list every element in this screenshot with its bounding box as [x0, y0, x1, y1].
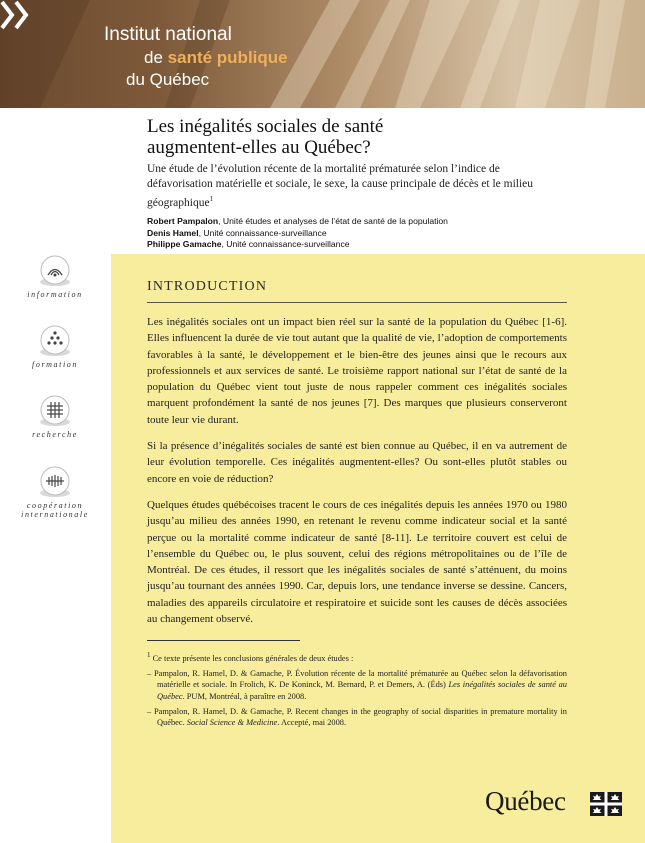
sidebar-label: coopération [26, 501, 84, 510]
reference-text: . PUM, Montréal, à paraître en 2008. [182, 691, 307, 701]
institute-line2-bold: santé publique [167, 48, 288, 67]
reference-text: – Pampalon, R. Hamel, D. & Gamache, P. Évolution récente de la mortalité prématurée au Québec selon la défavorisation matérielle et sociale. In Frolich, K. De Koninck, M. Bernard, P. et Demers, A. (Éds) [147, 669, 567, 690]
information-icon [37, 254, 73, 288]
reference-text: – Pampalon, R. Hamel, D. & Gamache, P. Recent changes in the geography of social disparities in premature mortality in Québec. [147, 706, 567, 728]
author-name: Philippe Gamache [147, 239, 222, 249]
paragraph: Quelques études québécoises tracent le cours de ces inégalités depuis les années 1970 ou 1980 jusqu’au milieu des années 1990, en retenant le revenu comme indicateur social et la santé perçue ou la mortalité comme indicateur de santé [8-11]. Le territoire couvert est celui de l’ensemble du Québec ou, le plus souvent, celui des régions métropolitaines ou de l’île de Montréal. De ces études, il ressort que les inégalités sociales de santé s’atténuent, du moins jusqu’au tournant des années 1990. Car, depuis lors, une tendance inverse se dessine. Cancers, maladies des appareils circulatoire et respiratoire et suicide sont les causes de décès associées au changement observé. [147, 498, 567, 626]
footnote-intro [147, 650, 567, 664]
author-row [147, 228, 577, 240]
authors-list [147, 216, 577, 251]
chevron-logo-icon [0, 0, 34, 30]
paragraph: Si la présence d’inégalités sociales de santé est bien connue au Québec, il en va autrement de leur évolution temporelle. Ces inégalités augmentent-elles? Ou sont-elles plutôt stables ou encore en voie de réduction? [147, 440, 567, 485]
sidebar-label: recherche [32, 430, 78, 439]
reference-text: . Accepté, mai 2008. [277, 718, 347, 728]
title-line2: augmentent-elles au Québec? [147, 137, 371, 158]
document-subtitle [147, 162, 567, 211]
formation-icon [37, 324, 73, 358]
banner-paper-texture [0, 0, 645, 108]
author-unit: , Unité connaissance-surveillance [221, 239, 350, 249]
footnote-intro-text: Ce texte présente les conclusions générales de deux études : [152, 653, 354, 663]
sidebar-label: information [27, 290, 83, 299]
reference-journal: Social Science & Medicine [186, 718, 278, 728]
subtitle-footnote-mark: 1 [209, 195, 214, 203]
institute-line3: du Québec [126, 70, 210, 89]
heading-rule [147, 302, 567, 303]
header-banner [0, 0, 645, 108]
paragraph: Les inégalités sociales ont un impact bien réel sur la santé de la population du Québec [1-6]. Elles influencent la durée de vie tout autant que la qualité de vie, l’adoption de comportements favorables à la santé, le développement et le bien-être des jeunes ainsi que le recours aux professionnels et aux services de santé. Le troisième rapport national sur l’état de santé de la population du Québec vient tout juste de nous rappeler comment ces inégalités sociales marquent profondément la santé de nos jeunes [7]. Des marques que plusieurs conserveront toute leur vie durant. [147, 316, 567, 426]
footnote-mark: 1 [147, 651, 151, 659]
institute-line2 [144, 48, 288, 68]
institute-line2-prefix: de [144, 48, 163, 67]
sidebar-item-cooperation [0, 465, 110, 519]
title-line1: Les inégalités sociales de santé [147, 116, 384, 137]
recherche-icon [37, 394, 73, 428]
sidebar-label: formation [32, 360, 78, 369]
footnote-rule [147, 640, 300, 641]
author-unit: , Unité connaissance-surveillance [198, 227, 327, 238]
institute-line1: Institut national [104, 24, 232, 45]
footnote-reference [147, 706, 567, 729]
cooperation-icon [37, 465, 73, 499]
reference-title: Les inégalités sociales de santé au Québec [157, 680, 567, 701]
document-title [147, 116, 577, 158]
quebec-flag-icon [590, 792, 622, 816]
sidebar-label: internationale [21, 510, 89, 519]
section-body [147, 314, 567, 637]
sidebar-item-recherche [0, 394, 110, 439]
author-name: Denis Hamel [147, 227, 199, 238]
author-unit: , Unité études et analyses de l’état de santé de la population [218, 216, 448, 226]
footnotes [147, 650, 567, 729]
footnote-reference [147, 668, 567, 702]
section-heading: INTRODUCTION [147, 279, 268, 294]
quebec-logo-text: Québec [485, 786, 566, 816]
subtitle-text: Une étude de l’évolution récente de la mortalité prématurée selon l’indice de défavorisation matérielle et sociale, le sexe, la cause principale de décès et le milieu géographique [147, 163, 534, 209]
author-name: Robert Pampalon [147, 216, 219, 226]
author-row [147, 216, 577, 228]
author-row [147, 239, 577, 251]
sidebar-item-formation [0, 324, 110, 369]
sidebar-item-information [0, 254, 110, 299]
